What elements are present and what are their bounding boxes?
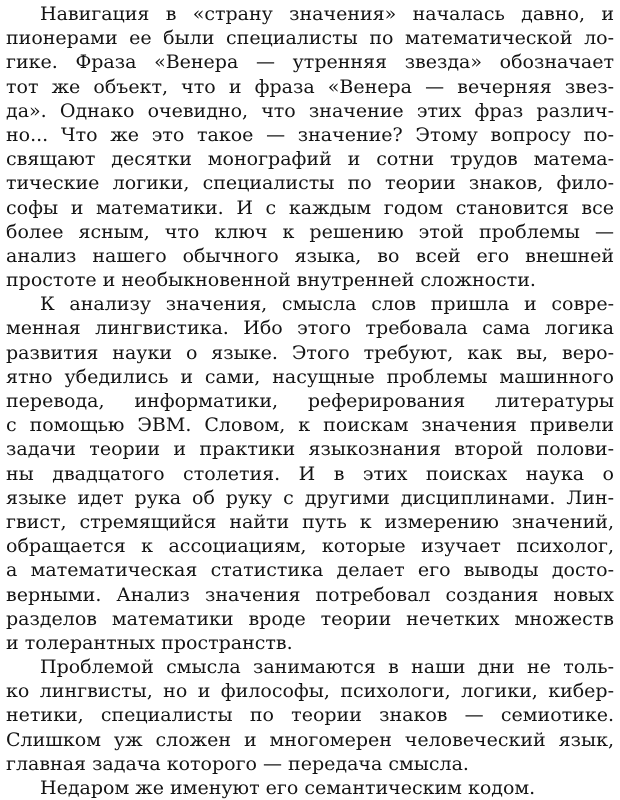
text-line: но... Что же это такое — значение? Этому вопросу по-	[6, 123, 614, 146]
paragraph-1	[6, 2, 614, 292]
text-line: языке идет рука об руку с другими дисциплинами. Лин-	[6, 486, 614, 509]
text-line: обращается к ассоциациям, которые изучает психолог,	[6, 535, 614, 558]
text-line: да». Однако очевидно, что значение этих фраз различ-	[6, 99, 614, 122]
text-line: разделов математики вроде теории нечетких множеств	[6, 607, 614, 630]
text-line: перевода, информатики, реферирования литературы	[6, 390, 614, 412]
text-line: более ясным, что ключ к решению этой проблемы —	[6, 220, 614, 243]
paragraph-4	[6, 776, 614, 800]
text-line: свящают десятки монографий и сотни трудов матема-	[6, 148, 614, 171]
text-line: ятно убедились и сами, насущные проблемы машинного	[6, 365, 614, 388]
paragraph-3	[6, 655, 614, 776]
text-line: К анализу значения, смысла слов пришла и совре-	[40, 293, 614, 316]
text-line: менная лингвистика. Ибо этого требовала сама логика	[6, 317, 614, 340]
text-line: гике. Фраза «Венера — утренняя звезда» обозначает	[6, 51, 614, 74]
text-line: Навигация в «страну значения» началась давно, и	[40, 3, 614, 25]
text-line: анализ нашего обычного языка, во всей его внешней	[6, 244, 614, 267]
text-line: тот же объект, что и фраза «Венера — вечерняя звез-	[6, 75, 614, 98]
text-line: с помощью ЭВМ. Словом, к поискам значения привели	[6, 414, 614, 437]
paragraph-2	[6, 292, 614, 655]
text-line: Проблемой смысла занимаются в наши дни не толь-	[40, 656, 614, 679]
text-line: ко лингвисты, но и философы, психологи, логики, кибер-	[6, 680, 614, 703]
text-line: ны двадцатого столетия. И в этих поисках наука о	[6, 462, 614, 485]
text-line: задачи теории и практики языкознания второй полови-	[6, 438, 614, 461]
text-line: а математическая статистика делает его выводы досто-	[6, 559, 614, 582]
text-line: и толерантных пространств.	[6, 631, 293, 654]
text-line: софы и математики. И с каждым годом становится все	[6, 196, 614, 219]
text-line: главная задача которого — передача смысла.	[6, 752, 469, 775]
text-line: нетики, специалисты по теории знаков — семиотике.	[6, 704, 614, 727]
text-line: пионерами ее были специалисты по математической ло-	[6, 27, 614, 50]
text-line: гвист, стремящийся найти путь к измерению значений,	[6, 510, 614, 533]
text-line: простоте и необыкновенной внутренней сложности.	[6, 269, 536, 292]
text-line: развития науки о языке. Этого требуют, как вы, веро-	[6, 341, 614, 364]
text-line: Слишком уж сложен и многомерен человеческий язык,	[6, 728, 614, 751]
text-line: Недаром же именуют его семантическим кодом.	[40, 777, 536, 799]
text-line: верными. Анализ значения потребовал создания новых	[6, 583, 614, 606]
text-line: тические логики, специалисты по теории знаков, фило-	[6, 172, 614, 195]
